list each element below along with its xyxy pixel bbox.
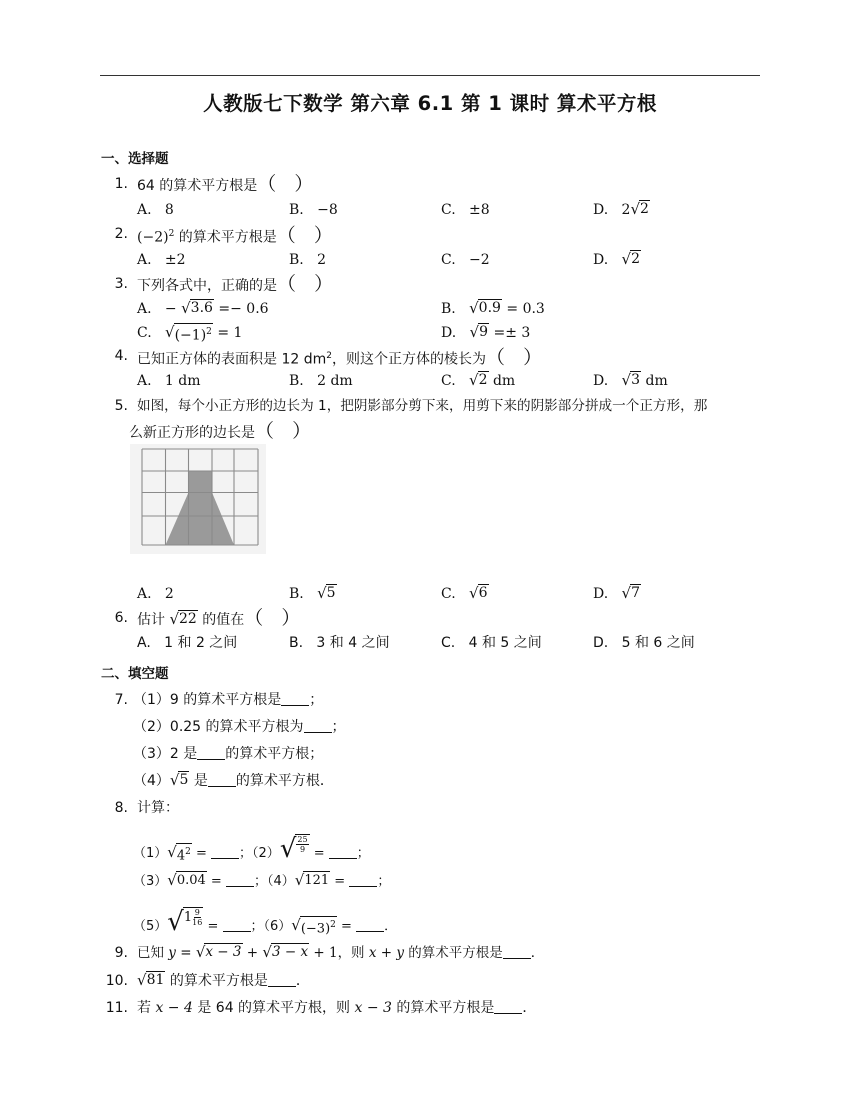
q8-blank-4[interactable] [349,872,377,887]
q10-blank[interactable] [268,972,296,987]
q8-blank-5[interactable] [223,917,251,932]
q5-option-a[interactable]: A. 2 [137,586,174,602]
q4-option-b[interactable]: B. 2 dm [289,373,353,389]
q1-number: 1. [114,176,128,192]
q11-blank[interactable] [494,999,522,1014]
q5-grid-figure [130,444,266,554]
q8-blank-3[interactable] [226,872,254,887]
q8-stem: 计算： [137,800,179,816]
q1-option-c[interactable]: C. ±8 [441,202,490,218]
q8-row2: （3） √ 0.04 = ；（4） √ 121 = ； [133,871,391,889]
q6-option-b[interactable]: B. 3 和 4 之间 [289,635,390,651]
q7-part3: （3）2 是 的算术平方根； [133,746,324,762]
q11-stem: 若 x − 4 是 64 的算术平方根，则 x − 3 的算术平方根是 ． [137,1000,537,1016]
q5-option-b[interactable]: B. √ 5 [289,584,336,602]
q6-option-a[interactable]: A. 1 和 2 之间 [137,635,238,651]
q6-option-d[interactable]: D. 5 和 6 之间 [593,635,695,651]
q1-option-d[interactable]: D. 2 √ 2 [593,200,649,218]
q7-number: 7. [114,692,128,708]
q10-stem: √ 81 的算术平方根是 ． [137,971,310,989]
q3-option-d[interactable]: D. √ 9 =± 3 [441,323,531,341]
q9-stem: 已知 y = √ x − 3 + √ 3 − x + 1，则 x + y 的算术平方根是 ． [137,943,545,961]
q4-option-a[interactable]: A. 1 dm [137,373,201,389]
q3-number: 3. [114,276,128,292]
q2-option-d[interactable]: D. √ 2 [593,250,641,268]
q3-stem: 下列各式中，正确的是（ ） [137,273,334,295]
q8-blank-2[interactable] [329,844,357,859]
q8-blank-1[interactable] [211,844,239,859]
q7-part2: （2）0.25 的算术平方根为 ； [133,719,346,735]
q5-stem-line2: 么新正方形的边长是（ ） [129,420,312,442]
q5-option-d[interactable]: D. √ 7 [593,584,641,602]
q7-part4: （4） √ 5 是 的算术平方根． [133,771,334,789]
page-title: 人教版七下数学 第六章 6.1 第 1 课时 算术平方根 [203,92,657,115]
q4-option-d[interactable]: D. √ 3 dm [593,371,668,389]
q9-number: 9. [114,945,128,961]
q4-number: 4. [114,348,128,364]
q8-row3: （5） √ 1 $\frac{9}{16}$ = ；（6） √ $(-3)^2$ = ． [133,907,398,937]
q2-option-b[interactable]: B. 2 [289,252,327,268]
q4-stem: 已知正方体的表面积是 12 $dm^2$，则这个正方体的棱长为（ ） [137,346,543,369]
q7-blank-3[interactable] [197,745,225,760]
q7-blank-2[interactable] [304,718,332,733]
q2-option-a[interactable]: A. ±2 [137,252,186,268]
q8-row1: （1） √ $4^2$ = ；（2） √ $\frac{25}{9}$ = ； [133,834,370,864]
q3-option-b[interactable]: B. √ 0.9 = 0.3 [441,299,545,317]
q11-number: 11. [105,1000,128,1016]
q6-stem: 估计 √ 22 的值在（ ） [137,607,301,629]
q8-blank-6[interactable] [356,917,384,932]
q1-option-a[interactable]: A. 8 [137,202,174,218]
q8-number: 8. [114,800,128,816]
q7-part1: （1）9 的算术平方根是 ； [133,692,324,708]
q1-stem: 64 的算术平方根是（ ） [137,173,314,195]
q5-number: 5. [114,398,128,414]
q7-blank-4[interactable] [208,772,236,787]
top-rule [100,75,760,76]
q5-option-c[interactable]: C. √ 6 [441,584,488,602]
q4-option-c[interactable]: C. √ 2 dm [441,371,516,389]
q2-number: 2. [114,226,128,242]
q2-option-c[interactable]: C. −2 [441,252,490,268]
q10-number: 10. [105,973,128,989]
q3-option-c[interactable]: C. √ $(-1)^2$ = 1 [137,323,243,344]
q6-option-c[interactable]: C. 4 和 5 之间 [441,635,542,651]
q2-stem: $(-2)^2$ 的算术平方根是（ ） [137,224,333,247]
q6-number: 6. [114,610,128,626]
q5-stem-line1: 如图，每个小正方形的边长为 1，把阴影部分剪下来，用剪下来的阴影部分拼成一个正方形，那 [137,398,708,414]
q1-option-b[interactable]: B. −8 [289,202,338,218]
q3-option-a[interactable]: A. − √ 3.6 =− 0.6 [137,299,269,317]
q7-blank-1[interactable] [281,691,309,706]
section-fill: 二、填空题 [101,666,169,682]
q9-blank[interactable] [503,944,531,959]
section-choice: 一、选择题 [101,151,169,167]
